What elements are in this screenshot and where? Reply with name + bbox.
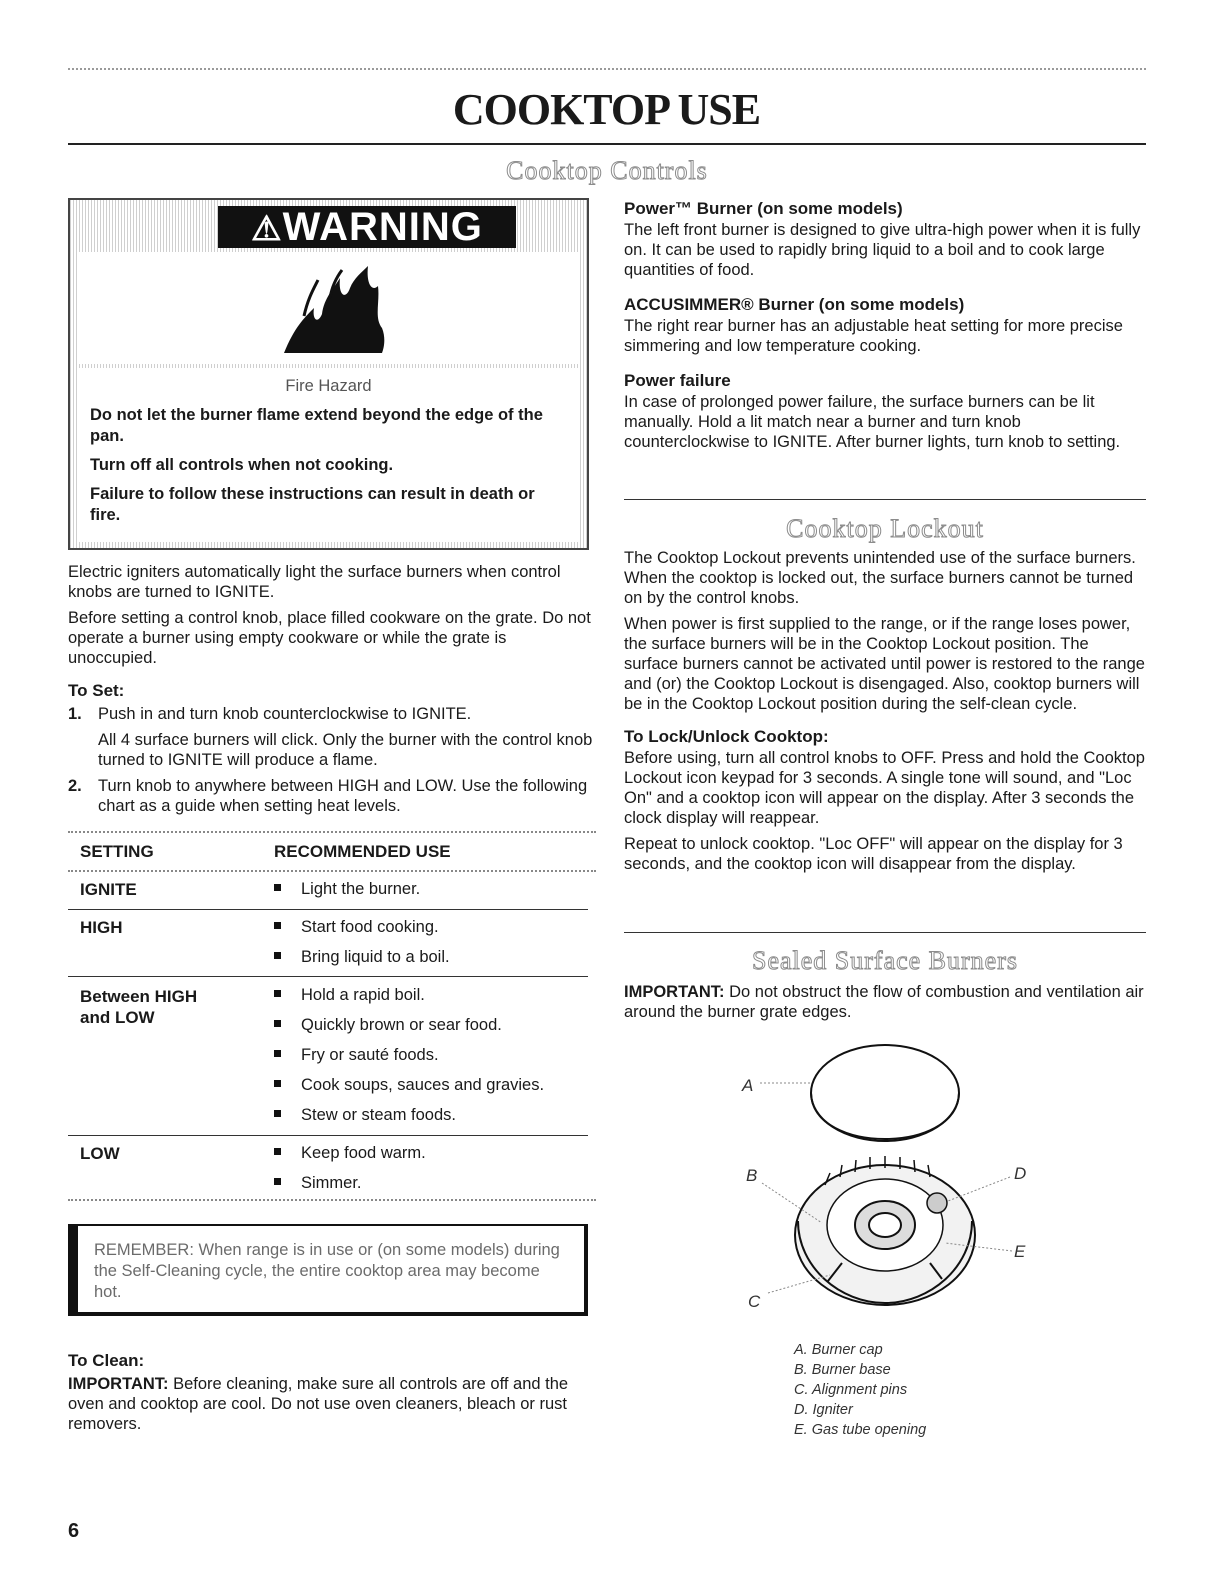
table-row-divider [68, 909, 588, 910]
remember-text: REMEMBER: When range is in use or (on some models) during the Self-Cleaning cycle, the entire cooktop area may become hot. [94, 1241, 560, 1301]
label-c: C [748, 1292, 761, 1311]
step-2-text: Turn knob to anywhere between HIGH and LOW. Use the following chart as a guide when setting heat levels. [98, 777, 588, 815]
label-a: A [742, 1076, 754, 1095]
warning-line-1: Do not let the burner flame extend beyond the edge of the pan. [90, 406, 543, 445]
burners-body: Do not obstruct the flow of combustion and ventilation air around the burner grate edges. [624, 983, 1144, 1021]
bullet-icon [274, 1020, 281, 1027]
intro-paragraph-1: Electric igniters automatically light the surface burners when control knobs are turned to IGNITE. [68, 563, 561, 601]
to-clean-heading: To Clean: [68, 1351, 145, 1370]
use-item: Cook soups, sauces and gravies. [301, 1076, 545, 1094]
table-row [274, 948, 450, 967]
lock-paragraph-1: Before using, turn all control knobs to OFF. Press and hold the Cooktop Lockout icon keypad for 3 seconds. A single tone will sound, and "Loc On" and a cooktop icon will appear on the display. After 3 seconds the clock display will reappear. [624, 749, 1145, 827]
burners-important: IMPORTANT: [624, 983, 725, 1001]
warning-box [68, 198, 589, 550]
table-row [274, 1106, 456, 1125]
page-number: 6 [68, 1520, 80, 1542]
table-row [274, 1174, 362, 1193]
use-item: Keep food warm. [301, 1144, 426, 1162]
accusimmer-heading: ACCUSIMMER® Burner (on some models) [624, 295, 965, 314]
to-clean-section [68, 1350, 596, 1434]
right-lockout-text [624, 548, 1146, 874]
step-1-text: Push in and turn knob counterclockwise to IGNITE. [98, 705, 472, 723]
caption-b: B. Burner base [794, 1362, 891, 1378]
title-rule [68, 143, 1146, 145]
power-failure-text: In case of prolonged power failure, the surface burners can be lit manually. Hold a lit match near a burner and turn knob counterclockwise to IGNITE. After burner lights, turn knob to setting. [624, 393, 1121, 451]
fire-icon [274, 258, 394, 358]
power-burner-text: The left front burner is designed to give ultra-high power when it is fully on. It can be used to rapidly bring liquid to a boil and to cook large quantities of food. [624, 221, 1141, 279]
burner-diagram [730, 1035, 1040, 1335]
to-clean-body: Before cleaning, make sure all controls are off and the oven and cooktop are cool. Do not use oven cleaners, bleach or rust removers. [68, 1375, 569, 1433]
step-1-number: 1. [68, 705, 82, 723]
bullet-icon [274, 1110, 281, 1117]
bullet-icon [274, 884, 281, 891]
lockout-rule [624, 499, 1146, 500]
bullet-icon [274, 922, 281, 929]
section-heading-burners: Sealed Surface Burners [751, 946, 1019, 975]
use-item: Light the burner. [301, 880, 421, 898]
table-row-divider [68, 1135, 588, 1136]
to-clean-important: IMPORTANT: [68, 1375, 169, 1393]
caption-c: C. Alignment pins [794, 1382, 908, 1398]
lock-unlock-heading: To Lock/Unlock Cooktop: [624, 727, 829, 746]
diagram-caption [794, 1340, 1094, 1440]
use-item: Simmer. [301, 1174, 362, 1192]
power-burner-heading: Power™ Burner (on some models) [624, 199, 903, 218]
warning-banner-text: WARNING [282, 205, 483, 249]
step-2-number: 2. [68, 777, 82, 795]
table-row [274, 1046, 439, 1065]
use-item: Hold a rapid boil. [301, 986, 425, 1004]
to-clean-text [68, 1374, 596, 1434]
table-header-rule [68, 870, 596, 872]
use-item: Quickly brown or sear food. [301, 1016, 502, 1034]
warning-banner [218, 206, 516, 248]
bullet-icon [274, 1178, 281, 1185]
right-controls-text [624, 198, 1146, 452]
caption-d: D. Igniter [794, 1402, 853, 1418]
caption-a: A. Burner cap [794, 1342, 883, 1358]
label-e: E [1014, 1242, 1026, 1261]
top-dotted-rule [68, 68, 1146, 70]
to-set-heading: To Set: [68, 681, 125, 700]
table-row [274, 986, 425, 1005]
warning-pictogram-area [78, 252, 579, 364]
warning-text-area [78, 368, 579, 542]
remember-box [68, 1224, 588, 1316]
label-d: D [1014, 1164, 1027, 1183]
table-row [274, 1076, 544, 1095]
warning-triangle-icon: ⚠ [251, 210, 283, 248]
burners-rule [624, 932, 1146, 933]
warning-hazard: Fire Hazard [285, 377, 372, 395]
igniter-shape [927, 1193, 947, 1213]
step-2 [68, 776, 596, 816]
label-b: B [746, 1166, 758, 1185]
table-row [274, 1144, 426, 1163]
table-row-high-setting: HIGH [80, 918, 123, 937]
lock-paragraph-2: Repeat to unlock cooktop. "Loc OFF" will appear on the display for 3 seconds, and the cooktop icon will disappear from the display. [624, 835, 1123, 873]
table-row-ignite-setting: IGNITE [80, 880, 137, 899]
accusimmer-text: The right rear burner has an adjustable heat setting for more precise simmering and low temperature cooking. [624, 317, 1123, 355]
bullet-icon [274, 1080, 281, 1087]
step-1 [68, 704, 596, 776]
table-row-low-setting: LOW [80, 1144, 120, 1163]
warning-line-2: Turn off all controls when not cooking. [90, 456, 394, 474]
use-item: Stew or steam foods. [301, 1106, 456, 1124]
use-item: Fry or sauté foods. [301, 1046, 439, 1064]
page-title: COOKTOP USE [452, 85, 761, 134]
left-intro [68, 562, 596, 816]
lockout-paragraph-2: When power is first supplied to the range, or if the range loses power, the surface burners will be in the Cooktop Lockout position. The surface burners cannot be activated until power is restored to the range and (or) the Cooktop Lockout is disengaged. Also, cooktop burners will be in the Cooktop Lockout position during the self-clean cycle. [624, 615, 1145, 713]
table-bottom-rule [68, 1199, 596, 1201]
table-top-rule [68, 831, 596, 833]
use-item: Start food cooking. [301, 918, 439, 936]
table-row [274, 918, 439, 937]
caption-e: E. Gas tube opening [794, 1422, 927, 1438]
warning-line-3: Failure to follow these instructions can result in death or fire. [90, 485, 535, 524]
table-row-between-setting: Between HIGH and LOW [80, 987, 198, 1027]
table-header-setting: SETTING [80, 842, 154, 861]
bullet-icon [274, 990, 281, 997]
burners-text [624, 982, 1146, 1022]
section-heading-lockout: Cooktop Lockout [786, 514, 984, 543]
bullet-icon [274, 1050, 281, 1057]
step-1-sub: All 4 surface burners will click. Only the burner with the control knob turned to IGNITE will produce a flame. [98, 731, 593, 769]
table-row [274, 1016, 502, 1035]
table-row-divider [68, 976, 588, 977]
table-row [274, 880, 420, 899]
bullet-icon [274, 1148, 281, 1155]
use-item: Bring liquid to a boil. [301, 948, 450, 966]
power-failure-heading: Power failure [624, 371, 731, 390]
lockout-paragraph-1: The Cooktop Lockout prevents unintended use of the surface burners. When the cooktop is locked out, the surface burners cannot be turned on by the control knobs. [624, 549, 1136, 607]
burners-important-text [624, 982, 1146, 1022]
intro-paragraph-2: Before setting a control knob, place filled cookware on the grate. Do not operate a burner using empty cookware or while the grate is unoccupied. [68, 609, 591, 667]
section-heading-controls: Cooktop Controls [506, 156, 708, 185]
bullet-icon [274, 952, 281, 959]
table-header-use: RECOMMENDED USE [274, 842, 451, 861]
